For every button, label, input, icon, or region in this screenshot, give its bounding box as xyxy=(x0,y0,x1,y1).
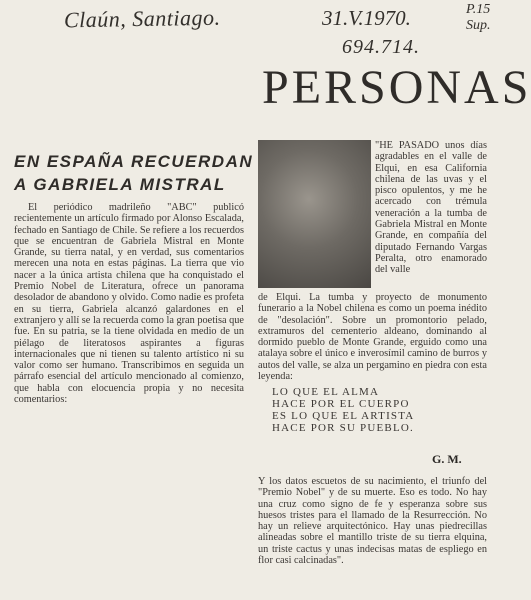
headline-line-2: A GABRIELA MISTRAL xyxy=(14,175,226,194)
section-title: PERSONAS xyxy=(262,61,531,114)
handwritten-page-note: P.15 xyxy=(466,2,491,17)
handwritten-date-note: 31.V.1970. xyxy=(322,6,411,30)
article-right-column-wide xyxy=(258,292,487,382)
article-right-column-bottom xyxy=(258,476,487,566)
poem-line: ES LO QUE EL ARTISTA xyxy=(272,410,415,422)
headline-line-1: EN ESPAÑA RECUERDAN xyxy=(14,152,254,171)
quote-paragraph-wide: de Elqui. La tumba y proyecto de monumento funerario a la Nobel chilena es como un poema inédito de "desolación". Sobre un promontorio pelado, extramuros del cementerio aldeano, dominando al dormido pueblo de Monte Grande, erguido como una atalaya sobre el único e inverosímil camino de burros y autos del valle, se alza un pergamino en piedra con esta leyenda: xyxy=(258,292,487,383)
handwritten-supplement-note: Sup. xyxy=(466,18,491,33)
poem-line: HACE POR SU PUEBLO. xyxy=(272,422,414,434)
article-right-column-top xyxy=(375,140,487,276)
quote-paragraph-bottom: Y los datos escuetos de su nacimiento, el triunfo del "Premio Nobel" y de su muerte. Eso es todo. No hay una cruz como signo de fe y esperanza sobre sus huesos tristes para el llamado de la Resurrección. No hay un relieve arquitectónico. Hay unas piedrecillas alineadas sobre el mantillo triste de su tierra elquina, un triste cactus y unas indecisas matas de espliego en flor casi calcinadas". xyxy=(258,476,487,567)
poem-line: LO QUE EL ALMA xyxy=(272,386,380,398)
handwritten-id-note: 694.714. xyxy=(342,36,420,58)
poem-line: HACE POR EL CUERPO xyxy=(272,398,410,410)
epitaph-signature: G. M. xyxy=(432,452,462,466)
article-left-column xyxy=(14,202,244,405)
epitaph-poem xyxy=(272,386,414,434)
quote-paragraph-top: "HE PASADO unos días agradables en el valle de Elqui, en esa California chilena de las uvas y el pisco opulentos, y me he acercado con trémula veneración a la tumba de Gabriela Mistral en Monte Grande, en compañía del diputado Fernando Vargas Peralta, otro enamorado del valle xyxy=(375,140,487,276)
handwritten-source-note: Claún, Santiago. xyxy=(63,4,221,33)
article-paragraph: El periódico madrileño "ABC" publicó recientemente un artículo firmado por Alonso Escalada, fechado en Santiago de Chile. Se refiere a los recuerdos que se encuentran de Gabriela Mistral en Monte Grande, su tierra natal, y en verdad, sus comentarios merecen una nota en estas páginas. La tierra que vio nacer a la única artista chilena que ha conquistado el Premio Nobel de Literatura, ofrece un panorama desolador de abandono y olvido. Como nadie es profeta en su tierra, Gabriela alcanzó galardones en el extranjero y allí se la recuerda como la gran poetisa que fue. En su patria, se la tiene olvidada en medio de un piélago de literatosos aspirantes a figuras internacionales que ni tienen su talento artístico ni su valor como ser humano. Transcribimos en seguida un párrafo esencial del artículo mencionado al comienzo, que habla con elocuencia propia y no necesita comentarios: xyxy=(14,202,244,406)
portrait-photo xyxy=(258,140,371,288)
